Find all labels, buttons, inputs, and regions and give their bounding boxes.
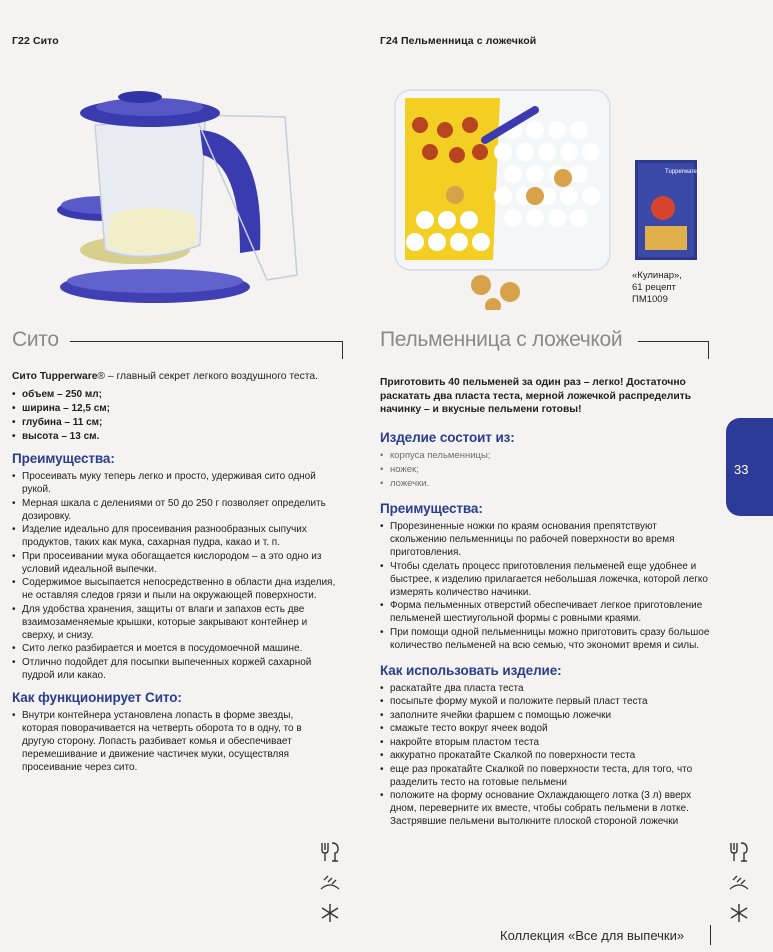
list-item: • Содержимое высыпается непосредственно в области дна изделия, не оставляя следов грязи и пыли на окружающей поверхности.: [12, 576, 337, 602]
dumpling-maker-description: [380, 376, 710, 829]
parts-list: [380, 449, 710, 491]
title-tick: [708, 341, 709, 359]
care-icons-dumpling-maker: [727, 840, 753, 932]
list-item: • Прорезиненные ножки по краям основания препятствуют скольжению пельменницы по рабочей поверхности во время приготовления.: [380, 520, 710, 559]
list-item: • ложечки.: [380, 477, 710, 491]
list-item: • Чтобы сделать процесс приготовления пельменей еще удобнее и быстрее, к изделию прилагается небольшая ложечка, которой легко измерять количество начинки.: [380, 560, 710, 599]
list-item: • Для удобства хранения, защиты от влаги и запахов есть две взаимозаменяемые крышки, которые закрывают контейнер и сверху, и снизу.: [12, 603, 337, 642]
list-item: • положите на форму основание Охлаждающего лотка (3 л) вверх дном, переверните их вместе, чтобы собрать пельмени в лотке. Застрявшие пельмени вытолкните плоской стороной ложечки: [380, 789, 705, 828]
dishwasher-safe-icon: [727, 872, 751, 894]
footer-tick: [710, 925, 711, 945]
list-item: • Форма пельменных отверстий обеспечивает легкое приготовление пельменей шестиугольной формы с ровными краями.: [380, 599, 710, 625]
section-title-sieve: Сито: [12, 328, 59, 351]
usage-list: [380, 682, 705, 829]
benefits-heading: Преимущества:: [12, 451, 115, 466]
list-item: • корпуса пельменницы;: [380, 449, 710, 463]
dumpling-lead: Приготовить 40 пельменей за один раз – легко! Достаточно раскатать два пласта теста, мерной ложечкой распределить начинку – и вкусные пельмени готовы!: [380, 377, 692, 415]
sieve-lead-bold: Сито Tupperware: [12, 371, 98, 382]
title-tick: [342, 341, 343, 359]
list-item: • высота – 13 см.: [12, 430, 337, 444]
title-rule: [70, 341, 342, 342]
benefits-list: [380, 520, 710, 652]
sieve-description: [12, 370, 337, 774]
book-caption: [632, 270, 722, 306]
benefits-list: [12, 470, 337, 682]
page-number: 33: [734, 462, 749, 477]
list-item: • еще раз прокатайте Скалкой по поверхности теста, для того, что разделить тесто на готовые пельмени: [380, 763, 705, 789]
dishwasher-safe-icon: [318, 872, 342, 894]
freezer-safe-icon: [318, 902, 342, 924]
list-item: • Внутри контейнера установлена лопасть в форме звезды, которая поворачивается на четверть оборота то в одну, то в другую сторону. Лопасть разбивает комья и обеспечивает перемешивание и движение частичек муки, осуществляя просеивание через сито.: [12, 709, 307, 774]
parts-heading: Изделие состоит из:: [380, 429, 515, 445]
product-code-sieve: Г22 Сито: [12, 35, 59, 47]
list-item: • смажьте тесто вокруг ячеек водой: [380, 722, 705, 735]
list-item: • аккуратно прокатайте Скалкой по поверхности теста: [380, 749, 705, 762]
list-item: • объем – 250 мл;: [12, 388, 337, 402]
list-item: • Просеивать муку теперь легко и просто, удерживая сито одной рукой.: [12, 470, 337, 496]
list-item: • Мерная шкала с делениями от 50 до 250 г позволяет определить дозировку.: [12, 497, 337, 523]
product-code-dumpling-maker: Г24 Пельменница с ложечкой: [380, 35, 537, 47]
care-icons-sieve: [318, 840, 344, 932]
list-item: • накройте вторым пластом теста: [380, 736, 705, 749]
how-it-works-heading: Как функционирует Сито:: [12, 689, 182, 705]
sieve-lead: [12, 370, 337, 384]
book-caption-line: «Кулинар»,: [632, 270, 682, 281]
book-caption-line: ПМ1009: [632, 294, 668, 305]
freezer-safe-icon: [727, 902, 751, 924]
sieve-lead-text: ® – главный секрет легкого воздушного теста.: [97, 371, 318, 382]
list-item: • ширина – 12,5 см;: [12, 402, 337, 416]
collection-footer: Коллекция «Все для выпечки»: [500, 928, 685, 943]
recipe-book-image: [635, 160, 697, 260]
food-safe-icon: [318, 840, 342, 864]
food-safe-icon: [727, 840, 751, 864]
list-item: • Сито легко разбирается и моется в посудомоечной машине.: [12, 642, 337, 655]
list-item: • Отлично подойдет для посыпки выпеченных коржей сахарной пудрой или какао.: [12, 656, 337, 682]
list-item: • глубина – 11 см;: [12, 416, 337, 430]
book-brand-text: Tupperware: [665, 169, 697, 175]
list-item: • При просеивании мука обогащается кислородом – а это одно из условий идеальной выпечки.: [12, 550, 337, 576]
usage-heading: Как использовать изделие:: [380, 662, 562, 678]
page-number-tab: [726, 418, 773, 516]
dumpling-maker-photo: [385, 70, 625, 310]
list-item: • заполните ячейки фаршем с помощью ложечки: [380, 709, 705, 722]
list-item: • ножек;: [380, 463, 710, 477]
how-it-works-list: [12, 709, 307, 774]
section-title-dumpling-maker: Пельменница с ложечкой: [380, 328, 623, 351]
list-item: • посыпьте форму мукой и положите первый пласт теста: [380, 695, 705, 708]
book-caption-line: 61 рецепт: [632, 282, 676, 293]
title-rule: [638, 341, 708, 342]
list-item: • раскатайте два пласта теста: [380, 682, 705, 695]
sieve-photo: [35, 75, 305, 325]
spec-list: [12, 388, 337, 444]
list-item: • Изделие идеально для просеивания разнообразных сыпучих продуктов, таких как мука, сахарная пудра, какао и т. п.: [12, 523, 337, 549]
list-item: • При помощи одной пельменницы можно приготовить сразу большое количество пельменей на всю семью, что экономит время и силы.: [380, 626, 710, 652]
benefits-heading: Преимущества:: [380, 501, 483, 516]
